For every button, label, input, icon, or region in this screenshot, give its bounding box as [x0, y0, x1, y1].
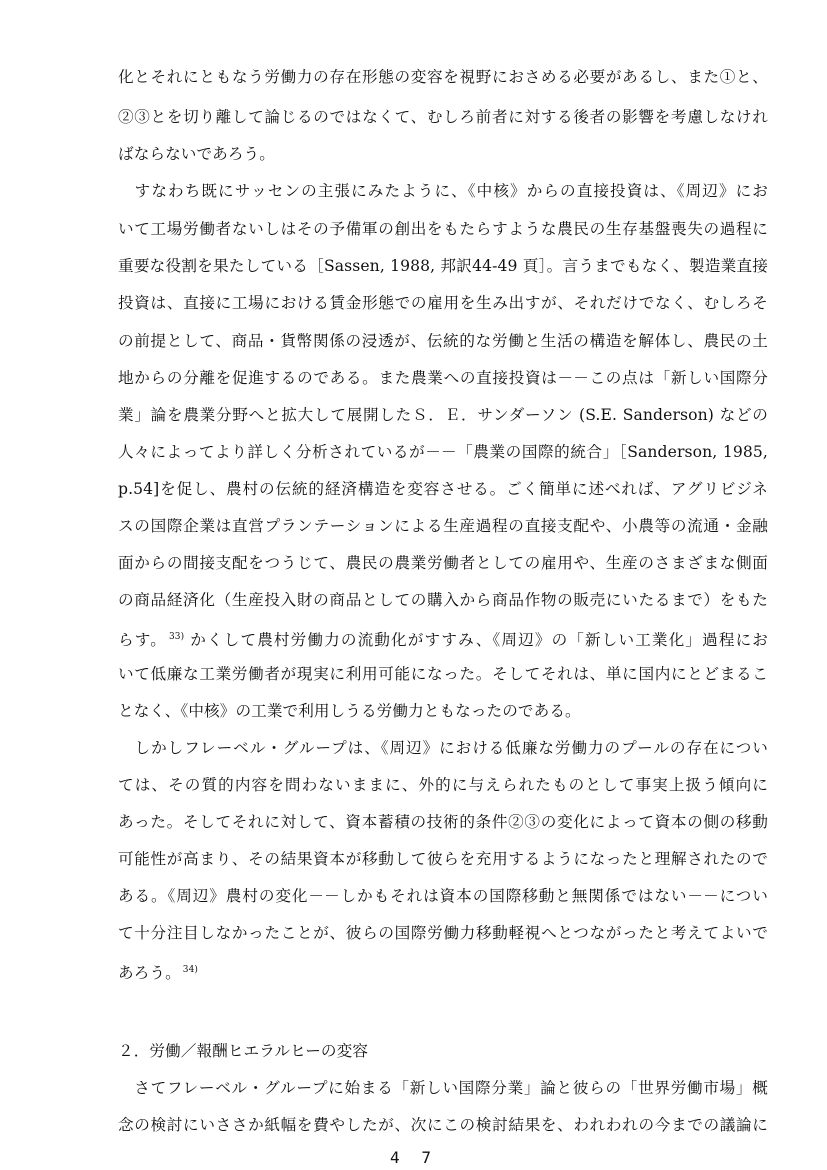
footnote-ref-33: 33): [168, 632, 185, 642]
text-line: て十分注目しなかったことが、彼らの国際労働力移動軽視へとつながったと考えてよいで: [118, 924, 768, 942]
text-segment: らす。: [118, 631, 167, 648]
text-line: ある。《周辺》農村の変化－－しかもそれは資本の国際移動と無関係ではない－－につい: [118, 887, 768, 905]
text-line: ②③とを切り離して論じるのではなくて、むしろ前者に対する後者の影響を考慮しなけれ: [118, 108, 768, 126]
text-line: の商品経済化（生産投入財の商品としての購入から商品作物の販売にいたるまで）をもた: [118, 591, 768, 609]
text-line: 人々によってより詳しく分析されているが－－「農業の国際的統合」［Sanderson, 1985,: [118, 443, 768, 461]
footnote-ref-34: 34): [182, 965, 199, 975]
text-line: 投資は、直接に工場における賃金形態での雇用を生み出すが、それだけでなく、むしろそ: [118, 294, 768, 312]
text-line: 重要な役割を果たしている［Sassen, 1988, 邦訳44-49 頁］。言うまでもなく、製造業直接: [118, 257, 768, 275]
text-line: ばならないであろう。: [118, 145, 275, 163]
page-number: 4 7: [390, 1148, 437, 1167]
text-segment: かくして農村労働力の流動化がすすみ、《周辺》の「新しい工業化」過程にお: [190, 631, 768, 648]
text-line: スの国際企業は直営プランテーションによる生産過程の直接支配や、小農等の流通・金融: [118, 517, 768, 535]
text-line: 地からの分離を促進するのである。また農業への直接投資は－－この点は「新しい国際分: [118, 369, 768, 387]
text-segment: あろう。: [118, 964, 181, 981]
text-line: いて低廉な工業労働者が現実に利用可能になった。そしてそれは、単に国内にとどまるこ: [118, 665, 768, 683]
section-heading: ２．労働／報酬ヒエラルヒーの変容: [118, 1042, 369, 1060]
text-line: 化とそれにともなう労働力の存在形態の変容を視野におさめる必要があるし、また①と、: [118, 68, 768, 86]
text-line-with-note: [118, 959, 768, 981]
text-line: 念の検討にいささか紙幅を費やしたが、次にこの検討結果を、われわれの今までの議論に: [118, 1116, 768, 1134]
text-line: p.54]を促し、農村の伝統的経済構造を変容させる。ごく簡単に述べれば、アグリビジネ: [118, 480, 768, 498]
paragraph-start-line: しかしフレーベル・グループは、《周辺》における低廉な労働力のプールの存在につい: [118, 739, 768, 757]
text-line: 可能性が高まり、その結果資本が移動して彼らを充用するようになったと理解されたので: [118, 850, 768, 868]
text-line: 面からの間接支配をつうじて、農民の農業労働者としての雇用や、生産のさまざまな側面: [118, 554, 768, 572]
paragraph-start-line: さてフレーベル・グループに始まる「新しい国際分業」論と彼らの「世界労働市場」概: [118, 1079, 768, 1097]
text-line: となく、《中核》の工業で利用しうる労働力ともなったのである。: [118, 702, 581, 720]
text-line: 業」論を農業分野へと拡大して展開したＳ．Ｅ．サンダーソン (S.E. Sanderson) などの: [118, 406, 768, 424]
text-line: あった。そしてそれに対して、資本蓄積の技術的条件②③の変化によって資本の側の移動: [118, 813, 768, 831]
text-line: いて工場労働者ないしはその予備軍の創出をもたらすような農民の生存基盤喪失の過程に: [118, 220, 768, 238]
text-line: ては、その質的内容を問わないままに、外的に与えられたものとして事実上扱う傾向に: [118, 776, 768, 794]
text-line: の前提として、商品・貨幣関係の浸透が、伝統的な労働と生活の構造を解体し、農民の土: [118, 332, 768, 350]
paragraph-start-line: すなわち既にサッセンの主張にみたように、《中核》からの直接投資は、《周辺》にお: [118, 182, 768, 200]
text-line-with-note: [118, 626, 768, 648]
